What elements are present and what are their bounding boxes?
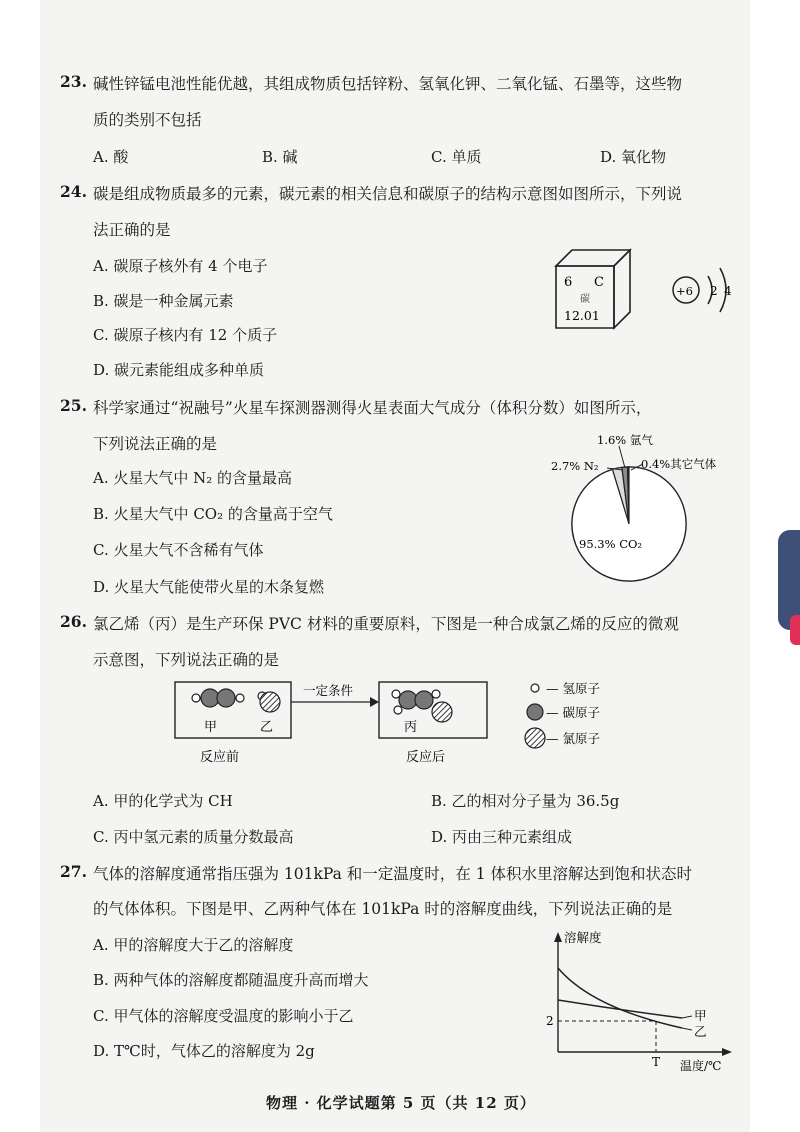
label-other: 0.4%其它气体 [641,457,717,471]
element-info-card [548,244,638,334]
option-a: A. 甲的化学式为 CH [93,792,233,810]
element-name: 碳 [580,294,590,305]
label-jia: 甲 [204,720,218,735]
solubility-curve-chart [540,924,740,1074]
option-c: C. 火星大气不含稀有气体 [93,541,264,559]
chlorine-atom [260,692,280,712]
shell-1-electrons: 2 [710,284,718,298]
question-stem-line: 法正确的是 [93,221,171,239]
leader-yi [682,1028,692,1030]
hydrogen-atom [192,694,200,702]
label-after: 反应后 [406,750,446,765]
carbon-atom [217,689,235,707]
leader-argon [619,446,625,468]
option-a: A. 甲的溶解度大于乙的溶解度 [93,936,294,954]
question-stem-line: 科学家通过“祝融号”火星车探测器测得火星表面大气成分（体积分数）如图所示， [93,399,652,417]
element-symbol: C [594,275,604,290]
legend-chlorine: — 氯原子 [546,731,600,746]
option-b: B. 碱 [262,148,298,166]
question-stem-line: 碳是组成物质最多的元素，碳元素的相关信息和碳原子的结构示意图如图所示，下列说 [93,185,683,203]
x-axis-label: 温度/℃ [680,1059,722,1073]
option-d: D. 火星大气能使带火星的木条复燃 [93,578,325,596]
label-bing: 丙 [404,720,418,735]
option-b: B. 两种气体的溶解度都随温度升高而增大 [93,971,369,989]
atomic-number: 6 [564,275,573,290]
option-a: A. 火星大气中 N₂ 的含量最高 [93,469,293,487]
question-stem-line: 质的类别不包括 [93,111,202,129]
option-c: C. 碳原子核内有 12 个质子 [93,326,278,344]
leader-jia [682,1016,692,1018]
chlorine-atom [432,702,452,722]
legend-carbon-icon [527,704,543,720]
label-argon: 1.6% 氩气 [597,433,653,447]
option-d: D. T℃时，气体乙的溶解度为 2g [93,1042,315,1060]
reaction-condition: 一定条件 [303,683,354,698]
hydrogen-atom [236,694,244,702]
legend-hydrogen: — 氢原子 [546,681,600,696]
option-a: A. 酸 [93,148,129,166]
page-edge-decoration-2 [790,615,800,645]
question-number: 26. [60,612,87,631]
y-axis-arrow [554,932,562,942]
option-d: D. 丙由三种元素组成 [431,828,573,846]
mars-atmosphere-pie-chart [545,424,745,610]
label-yi: 乙 [260,720,274,735]
question-number: 23. [60,72,87,91]
x-tick-label: T [652,1055,661,1069]
y-tick-label: 2 [546,1014,554,1028]
nucleus-charge: +6 [676,284,693,298]
option-d: D. 氧化物 [600,148,667,166]
question-stem-line: 下列说法正确的是 [93,435,218,453]
option-b: B. 火星大气中 CO₂ 的含量高于空气 [93,505,333,523]
carbon-atom [415,691,433,709]
label-before: 反应前 [200,750,240,765]
option-c: C. 丙中氢元素的质量分数最高 [93,828,294,846]
atom-structure-diagram [668,262,740,332]
y-axis-label: 溶解度 [564,930,602,945]
pie-slice-co2 [572,467,686,581]
shell-2-electrons: 4 [724,284,732,298]
label-co2: 95.3% CO₂ [579,537,643,551]
x-axis-arrow [722,1048,732,1056]
question-stem-line: 气体的溶解度通常指压强为 101kPa 和一定温度时，在 1 体积水里溶解达到饱和状态时 [93,865,693,883]
reaction-micro-diagram [170,676,660,766]
curve-label-jia: 甲 [694,1008,707,1023]
question-stem-line: 的气体体积。下图是甲、乙两种气体在 101kPa 时的溶解度曲线，下列说法正确的是 [93,900,673,918]
question-number: 25. [60,396,87,415]
option-b: B. 碳是一种金属元素 [93,292,234,310]
legend-carbon: — 碳原子 [546,705,600,720]
hydrogen-atom [394,706,402,714]
question-stem-line: 示意图，下列说法正确的是 [93,651,280,669]
legend-chlorine-icon [525,728,545,748]
option-a: A. 碳原子核外有 4 个电子 [93,257,268,275]
carbon-atom [201,689,219,707]
question-stem-line: 碱性锌锰电池性能优越，其组成物质包括锌粉、氢氧化钾、二氧化锰、石墨等，这些物 [93,75,683,93]
label-n2: 2.7% N₂ [551,459,599,473]
atomic-mass: 12.01 [564,308,600,323]
question-number: 27. [60,862,87,881]
legend-hydrogen-icon [531,684,539,692]
option-b: B. 乙的相对分子量为 36.5g [431,792,620,810]
arrow-head [370,697,379,707]
carbon-atom [399,691,417,709]
hydrogen-atom [392,690,400,698]
question-stem-line: 氯乙烯（丙）是生产环保 PVC 材料的重要原料，下图是一种合成氯乙烯的反应的微观 [93,615,679,633]
option-d: D. 碳元素能组成多种单质 [93,361,265,379]
curve-yi [558,968,682,1028]
curve-label-yi: 乙 [694,1024,707,1039]
option-c: C. 单质 [431,148,482,166]
hydrogen-atom [432,690,440,698]
page-footer: 物理 · 化学试题第 5 页（共 12 页） [266,1094,536,1112]
question-number: 24. [60,182,87,201]
option-c: C. 甲气体的溶解度受温度的影响小于乙 [93,1007,354,1025]
